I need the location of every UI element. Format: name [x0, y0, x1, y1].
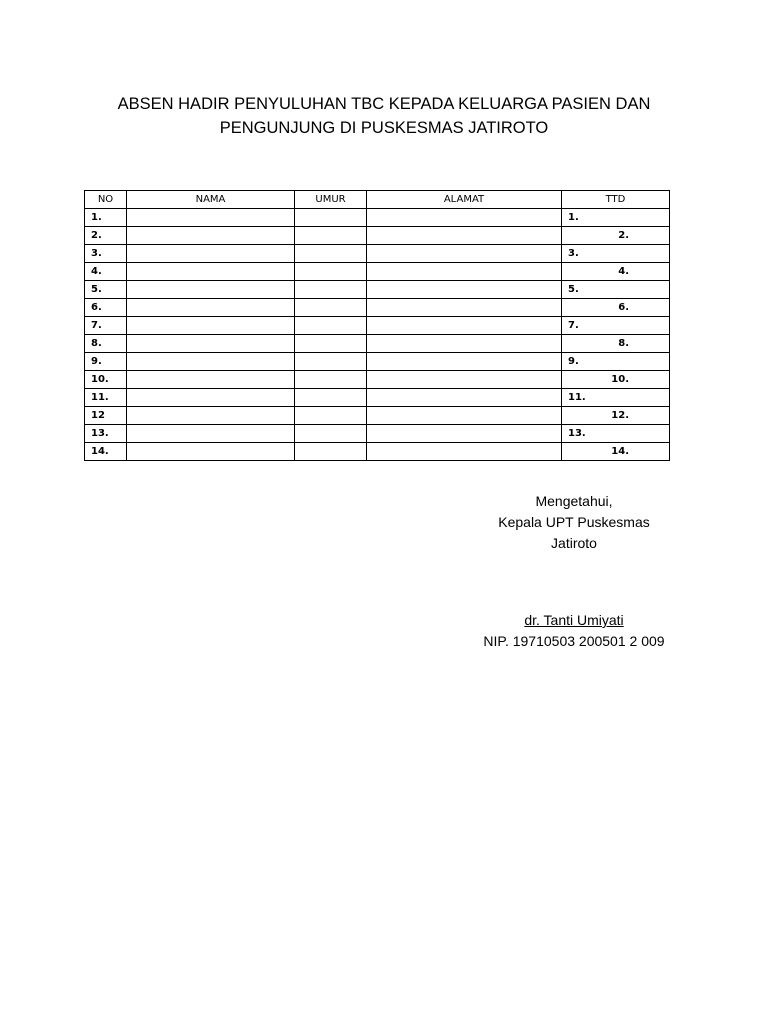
signature-cell[interactable]: 14. — [562, 443, 670, 461]
umur-cell[interactable] — [295, 389, 367, 407]
signature-cell[interactable]: 11. — [562, 389, 670, 407]
table-header-row — [85, 191, 670, 209]
table-row — [85, 443, 670, 461]
alamat-cell[interactable] — [367, 371, 562, 389]
nama-cell[interactable] — [127, 317, 295, 335]
signature-cell[interactable]: 3. — [562, 245, 670, 263]
table-row — [85, 389, 670, 407]
row-number: 14. — [85, 443, 127, 461]
table-body — [85, 209, 670, 461]
signature-cell[interactable]: 9. — [562, 353, 670, 371]
signature-cell[interactable]: 2. — [562, 227, 670, 245]
alamat-cell[interactable] — [367, 281, 562, 299]
umur-cell[interactable] — [295, 371, 367, 389]
column-header-umur: UMUR — [295, 191, 367, 209]
nama-cell[interactable] — [127, 407, 295, 425]
signature-cell[interactable]: 5. — [562, 281, 670, 299]
nama-cell[interactable] — [127, 281, 295, 299]
signature-cell[interactable]: 8. — [562, 335, 670, 353]
nama-cell[interactable] — [127, 299, 295, 317]
umur-cell[interactable] — [295, 317, 367, 335]
nama-cell[interactable] — [127, 443, 295, 461]
umur-cell[interactable] — [295, 227, 367, 245]
umur-cell[interactable] — [295, 209, 367, 227]
alamat-cell[interactable] — [367, 299, 562, 317]
attendance-table — [84, 190, 670, 461]
signer-name: dr. Tanti Umiyati — [524, 612, 624, 628]
nama-cell[interactable] — [127, 425, 295, 443]
umur-cell[interactable] — [295, 245, 367, 263]
signature-cell[interactable]: 13. — [562, 425, 670, 443]
row-number: 9. — [85, 353, 127, 371]
alamat-cell[interactable] — [367, 443, 562, 461]
page-title — [60, 92, 708, 140]
nama-cell[interactable] — [127, 245, 295, 263]
alamat-cell[interactable] — [367, 389, 562, 407]
title-line-2: PENGUNJUNG DI PUSKESMAS JATIROTO — [219, 119, 549, 137]
table-row — [85, 281, 670, 299]
row-number: 4. — [85, 263, 127, 281]
column-header-alamat: ALAMAT — [367, 191, 562, 209]
row-number: 5. — [85, 281, 127, 299]
umur-cell[interactable] — [295, 281, 367, 299]
alamat-cell[interactable] — [367, 407, 562, 425]
row-number: 12 — [85, 407, 127, 425]
column-header-ttd: TTD — [562, 191, 670, 209]
row-number: 1. — [85, 209, 127, 227]
alamat-cell[interactable] — [367, 353, 562, 371]
table-row — [85, 245, 670, 263]
table-row — [85, 317, 670, 335]
umur-cell[interactable] — [295, 425, 367, 443]
table-row — [85, 371, 670, 389]
alamat-cell[interactable] — [367, 245, 562, 263]
row-number: 11. — [85, 389, 127, 407]
umur-cell[interactable] — [295, 353, 367, 371]
signature-block — [440, 491, 708, 554]
signer-nip: NIP. 19710503 200501 2 009 — [483, 633, 665, 649]
alamat-cell[interactable] — [367, 227, 562, 245]
umur-cell[interactable] — [295, 335, 367, 353]
nama-cell[interactable] — [127, 353, 295, 371]
table-row — [85, 407, 670, 425]
acknowledgement-text: Mengetahui, — [535, 493, 613, 509]
row-number: 3. — [85, 245, 127, 263]
table-row — [85, 209, 670, 227]
column-header-no: NO — [85, 191, 127, 209]
nama-cell[interactable] — [127, 371, 295, 389]
row-number: 2. — [85, 227, 127, 245]
alamat-cell[interactable] — [367, 425, 562, 443]
signature-cell[interactable]: 4. — [562, 263, 670, 281]
signature-cell[interactable]: 1. — [562, 209, 670, 227]
alamat-cell[interactable] — [367, 317, 562, 335]
title-line-1: ABSEN HADIR PENYULUHAN TBC KEPADA KELUARGA PASIEN DAN — [117, 95, 651, 113]
table-row — [85, 263, 670, 281]
table-row — [85, 425, 670, 443]
signature-cell[interactable]: 10. — [562, 371, 670, 389]
row-number: 13. — [85, 425, 127, 443]
signature-cell[interactable]: 6. — [562, 299, 670, 317]
alamat-cell[interactable] — [367, 263, 562, 281]
row-number: 7. — [85, 317, 127, 335]
row-number: 8. — [85, 335, 127, 353]
signature-cell[interactable]: 12. — [562, 407, 670, 425]
umur-cell[interactable] — [295, 299, 367, 317]
table-row — [85, 299, 670, 317]
nama-cell[interactable] — [127, 209, 295, 227]
signer-location: Jatiroto — [551, 535, 597, 551]
row-number: 6. — [85, 299, 127, 317]
signature-cell[interactable]: 7. — [562, 317, 670, 335]
table-row — [85, 227, 670, 245]
nama-cell[interactable] — [127, 335, 295, 353]
nama-cell[interactable] — [127, 263, 295, 281]
row-number: 10. — [85, 371, 127, 389]
nama-cell[interactable] — [127, 227, 295, 245]
umur-cell[interactable] — [295, 263, 367, 281]
signer-identity — [440, 610, 708, 652]
umur-cell[interactable] — [295, 443, 367, 461]
table-row — [85, 335, 670, 353]
alamat-cell[interactable] — [367, 335, 562, 353]
signer-position: Kepala UPT Puskesmas — [498, 514, 650, 530]
table-row — [85, 353, 670, 371]
umur-cell[interactable] — [295, 407, 367, 425]
column-header-nama: NAMA — [127, 191, 295, 209]
alamat-cell[interactable] — [367, 209, 562, 227]
nama-cell[interactable] — [127, 389, 295, 407]
